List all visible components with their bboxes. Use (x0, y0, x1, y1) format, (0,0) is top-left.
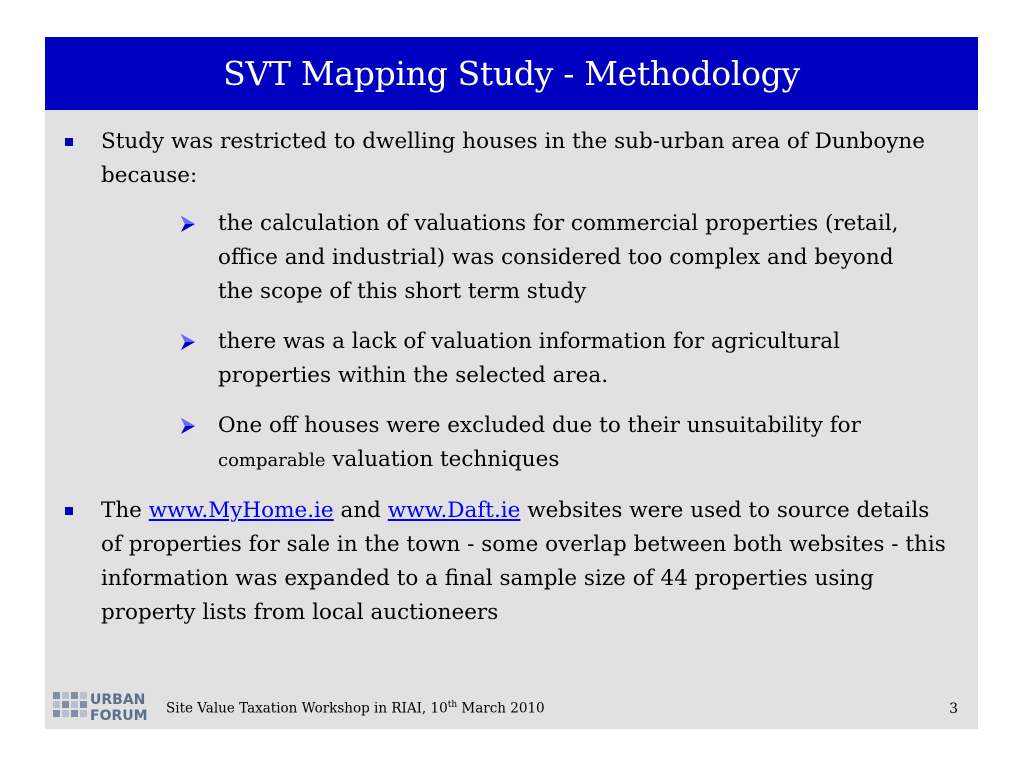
sub-bullet-text-small: comparable (218, 450, 326, 471)
title-bar (45, 37, 978, 110)
bullet-text: websites were used to source details of properties for sale in the town - some overlap between both websites - this information was expanded to a final sample size of 44 properties using property lists from local auctioneers (101, 498, 946, 625)
sub-bullet-list (101, 207, 950, 478)
sub-bullet-text: One off houses were excluded due to their unsuitability for (218, 413, 861, 438)
sub-bullet-text: the calculation of valuations for commercial properties (retail, office and industrial) was considered too complex and beyond the scope of this short term study (218, 211, 899, 304)
slide (45, 37, 978, 729)
bullet-item (45, 494, 978, 630)
daft-link[interactable]: www.Daft.ie (387, 498, 521, 523)
arrow-bullet-icon (179, 215, 197, 233)
logo-line-2: FORUM (90, 708, 148, 723)
arrow-bullet-icon (179, 333, 197, 351)
page-number: 3 (949, 701, 958, 717)
logo-line-1: URBAN (90, 692, 146, 708)
sub-bullet-text: valuation techniques (332, 447, 560, 472)
footer-text-main: Site Value Taxation Workshop in RIAI, 10 (166, 700, 448, 717)
arrow-bullet-icon (179, 417, 197, 435)
footer-text-date: March 2010 (461, 700, 545, 717)
sub-bullet-item (101, 325, 950, 393)
square-bullet-icon (65, 507, 73, 515)
footer-text (166, 700, 545, 717)
slide-content (45, 125, 978, 640)
square-bullet-icon (65, 138, 73, 146)
bullet-text: and (340, 498, 381, 523)
bullet-text: The (101, 498, 142, 523)
slide-title: SVT Mapping Study - Methodology (223, 54, 800, 93)
bullet-item (45, 125, 978, 478)
sub-bullet-item (101, 409, 950, 478)
sub-bullet-item (101, 207, 950, 309)
bullet-text: Study was restricted to dwelling houses in the sub-urban area of Dunboyne because: (101, 129, 925, 188)
footer-text-superscript: th (447, 700, 458, 710)
sub-bullet-text: there was a lack of valuation information for agricultural properties within the selected area. (218, 329, 840, 388)
myhome-link[interactable]: www.MyHome.ie (148, 498, 334, 523)
urban-forum-logo (52, 689, 157, 723)
